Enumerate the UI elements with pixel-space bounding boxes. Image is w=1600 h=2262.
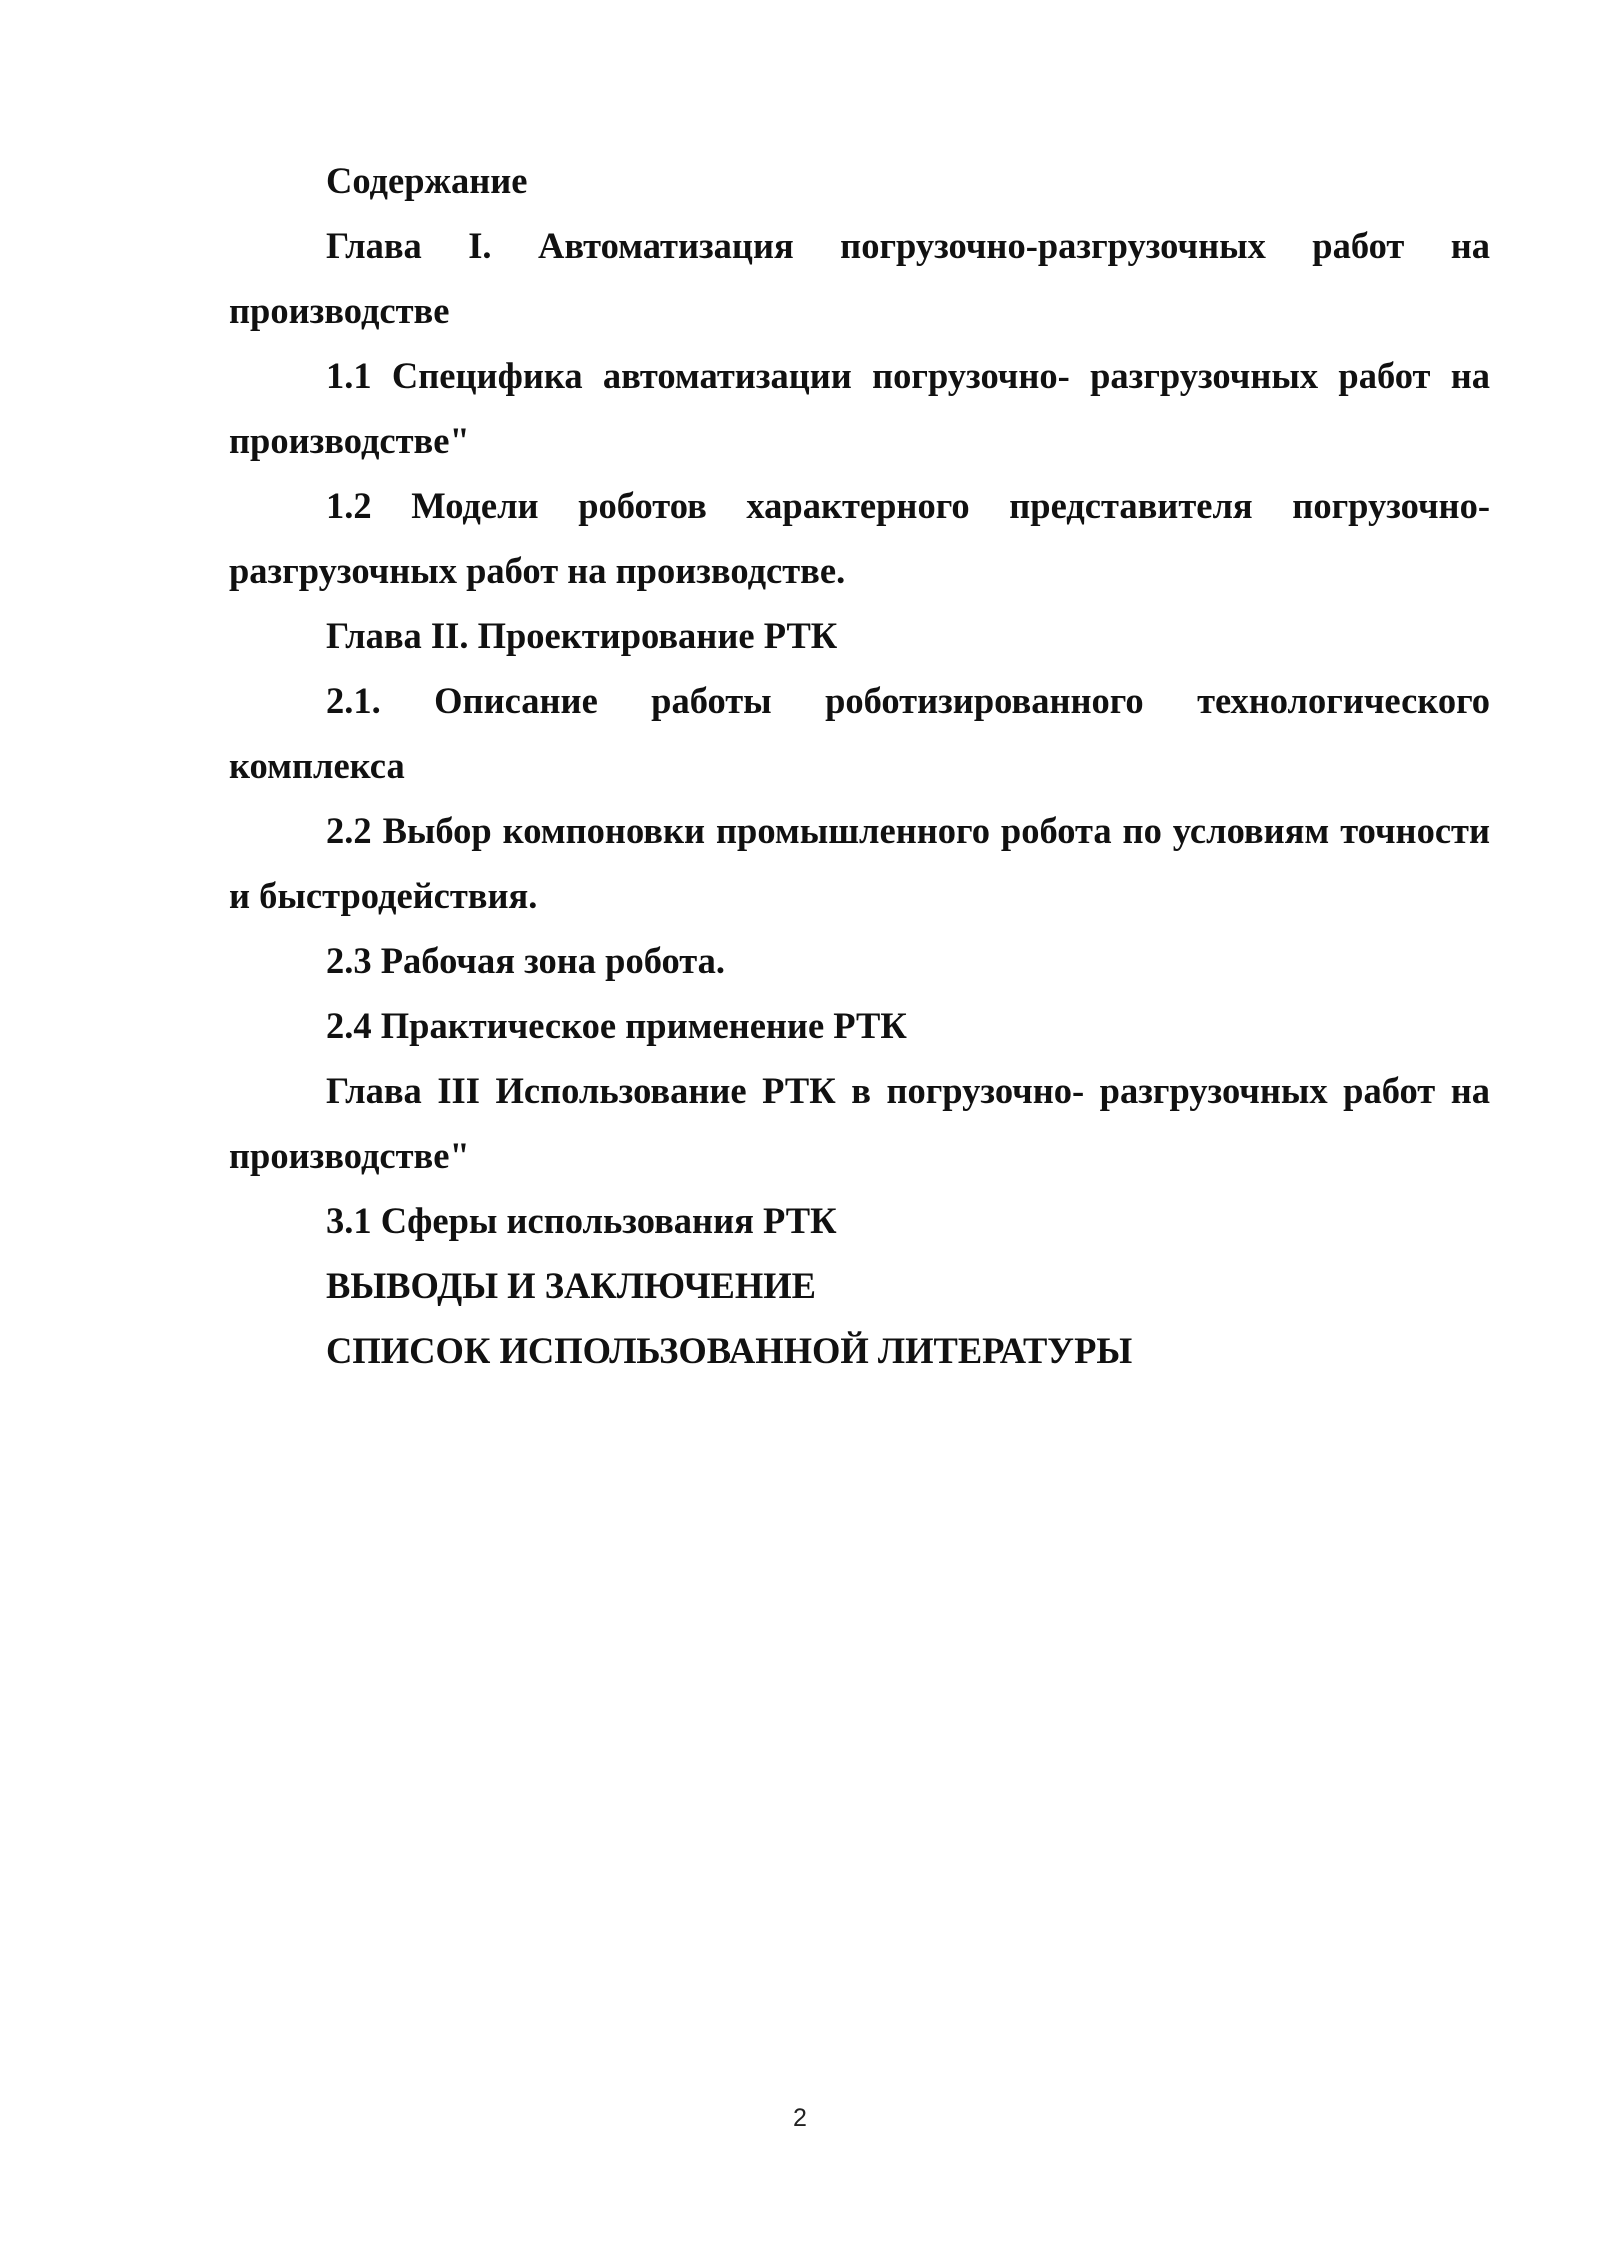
toc-section-2-1: 2.1. Описание работы роботизированного технологического комплекса	[229, 680, 1490, 786]
toc-section-2-4: 2.4 Практическое применение РТК	[326, 1005, 907, 1046]
toc-section-1-2: 1.2 Модели роботов характерного представителя погрузочно-разгрузочных работ на производстве.	[229, 485, 1490, 591]
toc-chapter-2: Глава II. Проектирование РТК	[326, 615, 838, 656]
toc-conclusions: ВЫВОДЫ И ЗАКЛЮЧЕНИЕ	[326, 1265, 816, 1306]
toc-references: СПИСОК ИСПОЛЬЗОВАННОЙ ЛИТЕРАТУРЫ	[326, 1330, 1133, 1371]
page-number: 2	[793, 2104, 807, 2132]
toc-heading: Содержание	[326, 160, 528, 201]
toc-section-3-1: 3.1 Сферы использования РТК	[326, 1200, 837, 1241]
toc-chapter-3: Глава III Использование РТК в погрузочно- разгрузочных работ на производстве"	[229, 1070, 1490, 1176]
toc-section-2-3: 2.3 Рабочая зона робота.	[326, 940, 726, 981]
toc-chapter-1: Глава I. Автоматизация погрузочно-разгрузочных работ на производстве	[229, 225, 1490, 331]
toc-section-1-1: 1.1 Специфика автоматизации погрузочно- разгрузочных работ на производстве"	[229, 355, 1490, 461]
table-of-contents	[229, 148, 1490, 1383]
toc-section-2-2: 2.2 Выбор компоновки промышленного робота по условиям точности и быстродействия.	[229, 810, 1490, 916]
